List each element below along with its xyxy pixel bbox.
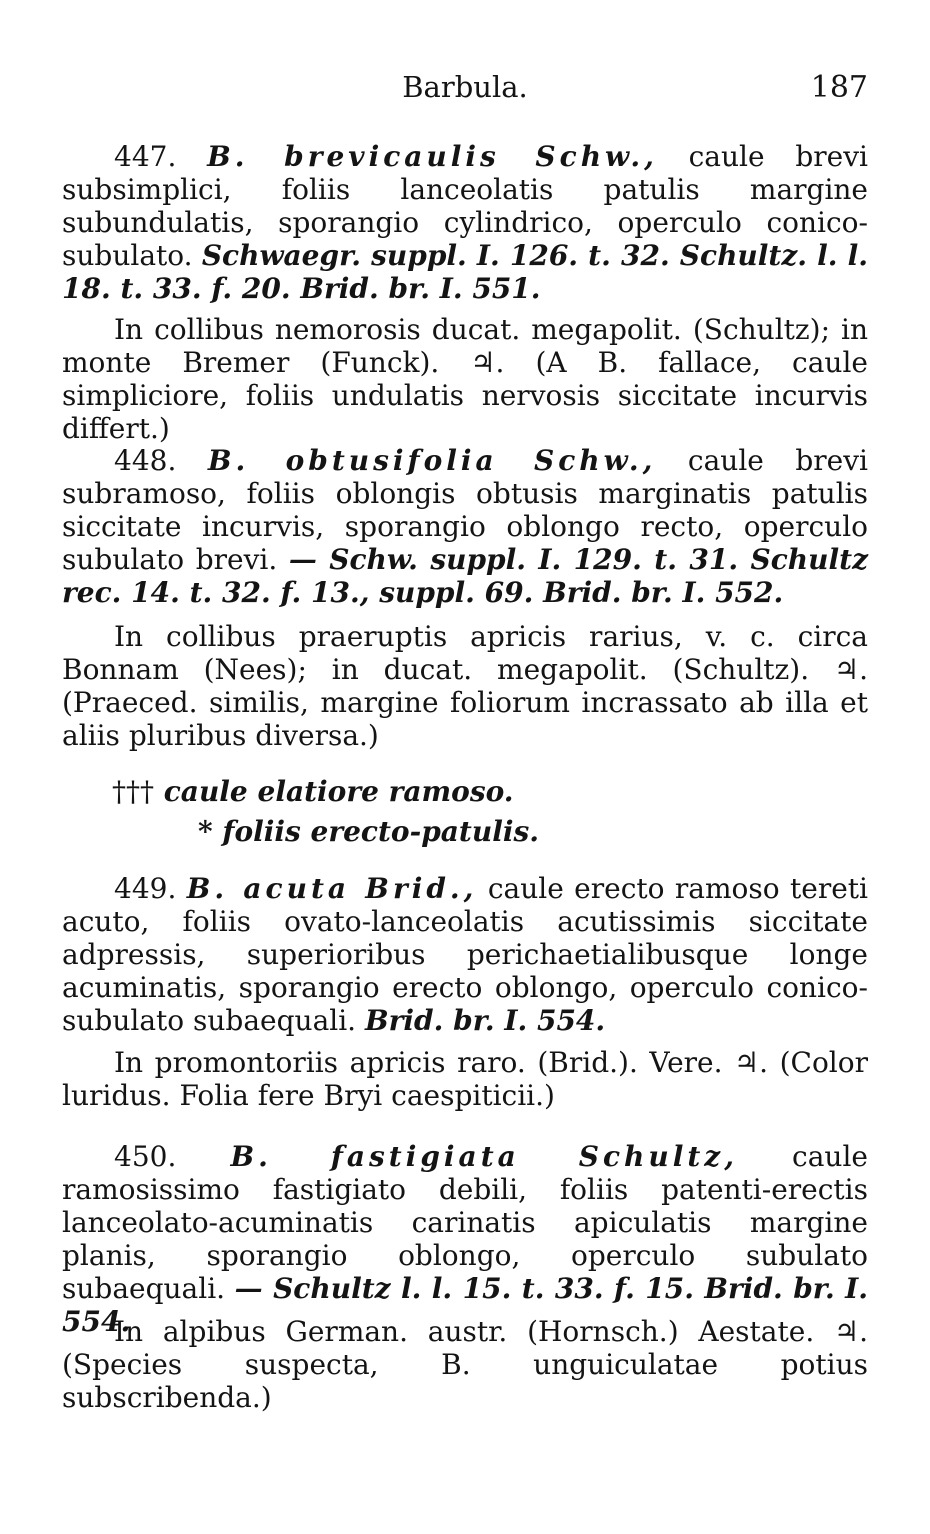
references: — Schultz l. l. 15. t. 33. f. 15. Brid. br. I. 554. xyxy=(62,1272,868,1338)
references: Schwaegr. suppl. I. 126. t. 32. Schultz. l. l. 18. t. 33. f. 20. Brid. br. I. 551. xyxy=(62,239,869,305)
entry-450-habitat xyxy=(62,1315,868,1414)
species-name: B. fastigiata Schultz, xyxy=(230,1140,738,1173)
habitat-text: In alpibus German. austr. (Hornsch.) Aestate. ♃. (Species suspecta, B. unguiculatae potius subscribenda.) xyxy=(62,1315,868,1414)
diagnosis: caule brevi subramoso, foliis oblongis obtusis marginatis patulis siccitate incurvis, sporangio oblongo recto, operculo subulato brevi. xyxy=(62,444,868,576)
subsection-heading xyxy=(198,815,539,848)
entry-449-description xyxy=(62,872,868,1037)
entry-447-habitat xyxy=(62,313,868,445)
asterisk-marker: * xyxy=(198,815,213,848)
references: Brid. br. I. 554. xyxy=(364,1004,606,1037)
section-title: caule elatiore ramoso. xyxy=(163,775,514,808)
references: — Schw. suppl. I. 129. t. 31. Schultz rec. 14. t. 32. f. 13., suppl. 69. Brid. br. I. 552. xyxy=(62,543,868,609)
dagger-marker: ††† xyxy=(112,775,154,808)
species-name: B. brevicaulis Schw., xyxy=(207,140,658,173)
entry-number: 449. xyxy=(114,872,177,905)
diagnosis: caule erecto ramoso tereti acuto, foliis ovato-lanceolatis acutissimis siccitate adpressis, superioribus perichaetialibusque longe acuminatis, sporangio erecto oblongo, operculo conico-subulato subaequali. xyxy=(62,872,868,1037)
entry-number: 448. xyxy=(114,444,177,477)
habitat-text: In collibus praeruptis apricis rarius, v. c. circa Bonnam (Nees); in ducat. megapolit. (Schultz). ♃. (Praeced. similis, margine foliorum incrassato ab illa et aliis pluribus diversa.) xyxy=(62,620,868,752)
species-name: B. obtusifolia Schw., xyxy=(207,444,657,477)
species-name: B. acuta Brid., xyxy=(186,872,478,905)
entry-450-description xyxy=(62,1140,868,1338)
entry-449-habitat xyxy=(62,1046,868,1112)
subsection-title: foliis erecto-patulis. xyxy=(222,815,540,848)
habitat-text: In promontoriis apricis raro. (Brid.). Vere. ♃. (Color luridus. Folia fere Bryi caespiticii.) xyxy=(62,1046,868,1112)
page-number: 187 xyxy=(810,70,868,105)
entry-447-description xyxy=(62,140,868,305)
habitat-text: In collibus nemorosis ducat. megapolit. (Schultz); in monte Bremer (Funck). ♃. (A B. fallace, caule simpliciore, foliis undulatis nervosis siccitate incurvis differt.) xyxy=(62,313,868,445)
entry-number: 450. xyxy=(114,1140,177,1173)
entry-448-habitat xyxy=(62,620,868,752)
running-title: Barbula. xyxy=(402,70,528,104)
section-heading xyxy=(112,775,514,808)
diagnosis: caule brevi subsimplici, foliis lanceolatis patulis margine subundulatis, sporangio cylindrico, operculo conico-subulato. xyxy=(62,140,868,272)
page-header xyxy=(62,70,868,110)
diagnosis: caule ramosissimo fastigiato debili, foliis patenti-erectis lanceolato-acuminatis carinatis apiculatis margine planis, sporangio oblongo, operculo subulato subaequali. xyxy=(62,1140,868,1305)
entry-number: 447. xyxy=(114,140,177,173)
entry-448-description xyxy=(62,444,868,609)
